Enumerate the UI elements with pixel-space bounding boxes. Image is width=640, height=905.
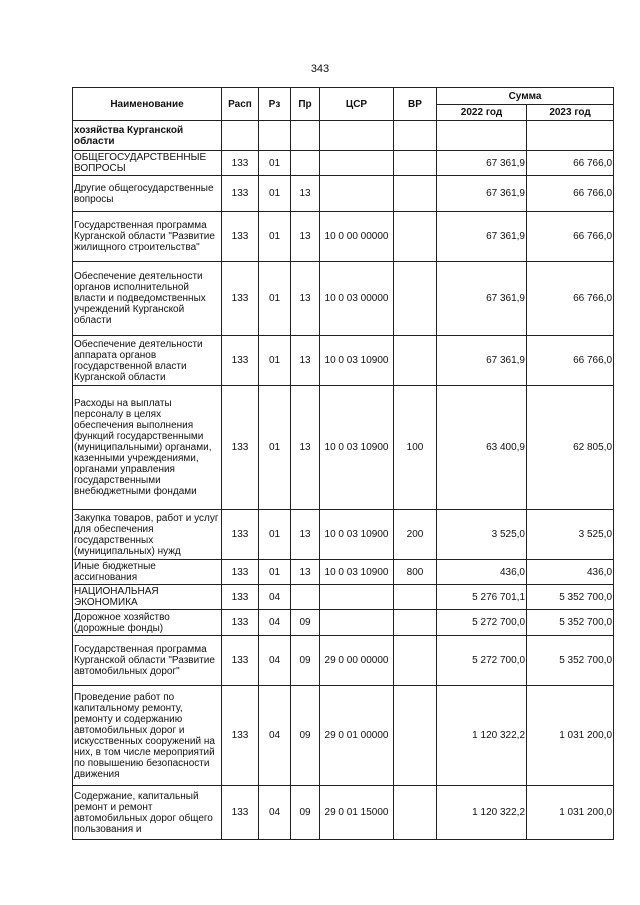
header-rasp: Расп [222, 88, 259, 121]
cell-rasp: 133 [222, 610, 259, 636]
cell-csr: 29 0 00 00000 [320, 636, 394, 686]
cell-vr [394, 336, 437, 386]
cell-pr: 09 [291, 610, 320, 636]
cell-rz: 01 [259, 336, 291, 386]
cell-name: ОБЩЕГОСУДАРСТВЕННЫЕ ВОПРОСЫ [73, 151, 222, 176]
cell-rz: 04 [259, 585, 291, 610]
cell-rasp [222, 121, 259, 151]
cell-pr: 09 [291, 636, 320, 686]
cell-csr [320, 176, 394, 212]
table-row [73, 786, 614, 840]
header-pr: Пр [291, 88, 320, 121]
cell-y2023: 66 766,0 [527, 262, 614, 336]
cell-vr [394, 585, 437, 610]
cell-y2022: 5 272 700,0 [437, 610, 527, 636]
table-row [73, 585, 614, 610]
cell-rasp: 133 [222, 686, 259, 786]
cell-rasp: 133 [222, 151, 259, 176]
cell-name: хозяйства Курганской области [73, 121, 222, 151]
cell-y2023: 66 766,0 [527, 176, 614, 212]
cell-rz: 01 [259, 176, 291, 212]
table-row [73, 386, 614, 510]
cell-y2023: 1 031 200,0 [527, 686, 614, 786]
cell-name: Государственная программа Курганской области "Развитие жилищного строительства" [73, 212, 222, 262]
cell-pr: 09 [291, 686, 320, 786]
cell-pr: 13 [291, 336, 320, 386]
table-row [73, 151, 614, 176]
cell-csr: 10 0 03 10900 [320, 560, 394, 585]
cell-vr [394, 121, 437, 151]
cell-y2023: 5 352 700,0 [527, 585, 614, 610]
cell-rz: 04 [259, 610, 291, 636]
table-row [73, 176, 614, 212]
cell-rz [259, 121, 291, 151]
cell-vr [394, 262, 437, 336]
cell-name: Проведение работ по капитальному ремонту, ремонту и содержанию автомобильных дорог и искусственных сооружений на них, в том числе мероприятий по повышению безопасности движения [73, 686, 222, 786]
cell-y2023: 66 766,0 [527, 151, 614, 176]
cell-name: Иные бюджетные ассигнования [73, 560, 222, 585]
cell-name: НАЦИОНАЛЬНАЯ ЭКОНОМИКА [73, 585, 222, 610]
cell-y2022: 67 361,9 [437, 151, 527, 176]
table-row [73, 610, 614, 636]
cell-rasp: 133 [222, 636, 259, 686]
cell-vr: 800 [394, 560, 437, 585]
page-number: 343 [310, 63, 330, 75]
cell-y2022: 67 361,9 [437, 262, 527, 336]
cell-rz: 01 [259, 212, 291, 262]
cell-csr [320, 610, 394, 636]
cell-rz: 04 [259, 636, 291, 686]
cell-vr [394, 786, 437, 840]
table-row [73, 560, 614, 585]
cell-rasp: 133 [222, 212, 259, 262]
cell-pr: 13 [291, 212, 320, 262]
cell-rasp: 133 [222, 176, 259, 212]
cell-y2023 [527, 121, 614, 151]
cell-csr [320, 151, 394, 176]
cell-csr [320, 585, 394, 610]
cell-y2022: 63 400,9 [437, 386, 527, 510]
cell-name: Другие общегосударственные вопросы [73, 176, 222, 212]
cell-pr [291, 585, 320, 610]
cell-y2022: 1 120 322,2 [437, 786, 527, 840]
cell-y2023: 3 525,0 [527, 510, 614, 560]
cell-csr: 10 0 03 00000 [320, 262, 394, 336]
cell-rasp: 133 [222, 786, 259, 840]
cell-pr: 13 [291, 560, 320, 585]
cell-rz: 01 [259, 151, 291, 176]
cell-name: Государственная программа Курганской области "Развитие автомобильных дорог" [73, 636, 222, 686]
cell-name: Обеспечение деятельности органов исполнительной власти и подведомственных учреждений Курганской области [73, 262, 222, 336]
cell-csr: 10 0 03 10900 [320, 510, 394, 560]
cell-pr: 13 [291, 262, 320, 336]
cell-pr: 13 [291, 176, 320, 212]
cell-name: Дорожное хозяйство (дорожные фонды) [73, 610, 222, 636]
header-name: Наименование [73, 88, 222, 121]
cell-y2022: 67 361,9 [437, 176, 527, 212]
cell-csr: 29 0 01 15000 [320, 786, 394, 840]
cell-vr [394, 151, 437, 176]
cell-csr: 10 0 00 00000 [320, 212, 394, 262]
header-rz: Рз [259, 88, 291, 121]
cell-y2022: 436,0 [437, 560, 527, 585]
cell-rasp: 133 [222, 262, 259, 336]
cell-name: Закупка товаров, работ и услуг для обеспечения государственных (муниципальных) нужд [73, 510, 222, 560]
table-row [73, 262, 614, 336]
cell-vr: 100 [394, 386, 437, 510]
cell-vr [394, 636, 437, 686]
cell-rasp: 133 [222, 510, 259, 560]
budget-table [72, 87, 614, 840]
cell-csr [320, 121, 394, 151]
cell-rasp: 133 [222, 560, 259, 585]
cell-rz: 04 [259, 786, 291, 840]
header-csr: ЦСР [320, 88, 394, 121]
cell-name: Обеспечение деятельности аппарата органов государственной власти Курганской области [73, 336, 222, 386]
cell-rz: 04 [259, 686, 291, 786]
cell-pr [291, 151, 320, 176]
cell-y2023: 5 352 700,0 [527, 636, 614, 686]
cell-vr: 200 [394, 510, 437, 560]
header-vr: ВР [394, 88, 437, 121]
cell-vr [394, 176, 437, 212]
header-summa: Сумма [437, 88, 614, 105]
cell-rz: 01 [259, 510, 291, 560]
cell-name: Содержание, капитальный ремонт и ремонт автомобильных дорог общего пользования и [73, 786, 222, 840]
cell-vr [394, 686, 437, 786]
cell-y2022: 5 272 700,0 [437, 636, 527, 686]
cell-rz: 01 [259, 262, 291, 336]
table-row [73, 121, 614, 151]
cell-y2022 [437, 121, 527, 151]
cell-vr [394, 610, 437, 636]
cell-y2022: 3 525,0 [437, 510, 527, 560]
cell-csr: 10 0 03 10900 [320, 386, 394, 510]
cell-y2023: 66 766,0 [527, 336, 614, 386]
cell-pr: 09 [291, 786, 320, 840]
cell-pr: 13 [291, 510, 320, 560]
cell-rz: 01 [259, 560, 291, 585]
cell-y2022: 67 361,9 [437, 336, 527, 386]
cell-y2022: 1 120 322,2 [437, 686, 527, 786]
cell-y2023: 66 766,0 [527, 212, 614, 262]
cell-csr: 29 0 01 00000 [320, 686, 394, 786]
cell-y2023: 436,0 [527, 560, 614, 585]
table-body [73, 121, 614, 840]
cell-y2022: 67 361,9 [437, 212, 527, 262]
cell-pr: 13 [291, 386, 320, 510]
table-row [73, 636, 614, 686]
table-row [73, 212, 614, 262]
cell-name: Расходы на выплаты персоналу в целях обеспечения выполнения функций государственными (муниципальными) органами, казенными учреждениями, органами управления государственными внебюджетными фондами [73, 386, 222, 510]
cell-y2023: 62 805,0 [527, 386, 614, 510]
header-2022: 2022 год [437, 105, 527, 121]
table-row [73, 686, 614, 786]
cell-vr [394, 212, 437, 262]
cell-y2023: 5 352 700,0 [527, 610, 614, 636]
cell-rz: 01 [259, 386, 291, 510]
cell-rasp: 133 [222, 336, 259, 386]
table-row [73, 510, 614, 560]
cell-csr: 10 0 03 10900 [320, 336, 394, 386]
cell-y2022: 5 276 701,1 [437, 585, 527, 610]
cell-pr [291, 121, 320, 151]
cell-rasp: 133 [222, 386, 259, 510]
cell-y2023: 1 031 200,0 [527, 786, 614, 840]
table-row [73, 336, 614, 386]
cell-rasp: 133 [222, 585, 259, 610]
header-2023: 2023 год [527, 105, 614, 121]
